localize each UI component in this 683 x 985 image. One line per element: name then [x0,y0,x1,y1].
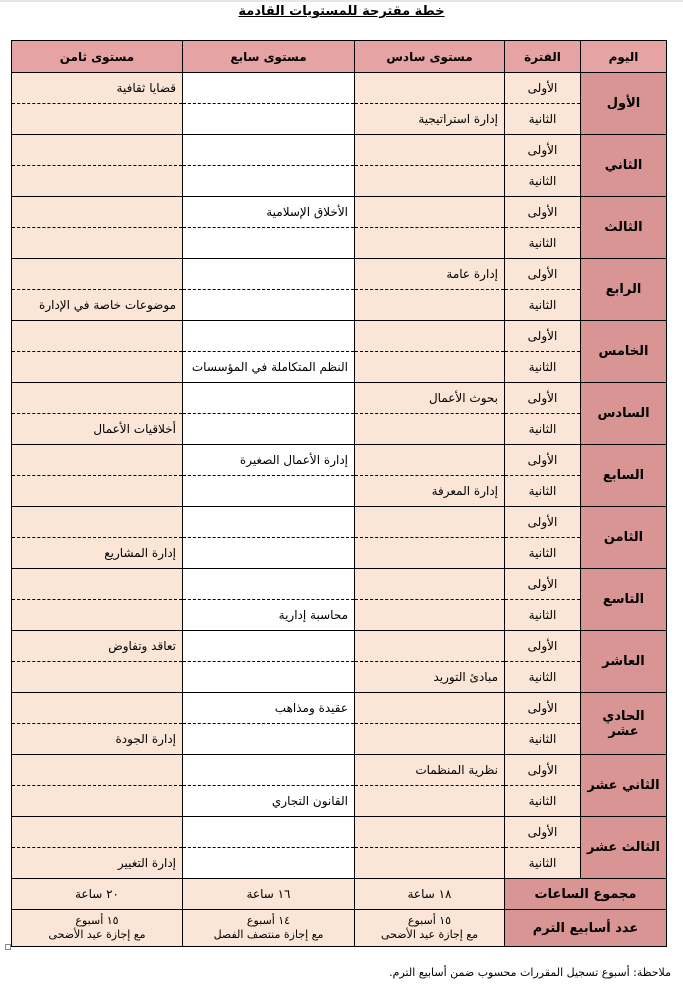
weeks-level-8 [12,910,183,947]
level-7-cell [183,321,355,352]
level-6-cell [355,445,505,476]
level-8-cell [12,228,183,259]
level-8-cell: إدارة التغيير [12,848,183,879]
level-7-cell [183,848,355,879]
table-row [12,290,667,321]
table-row [12,786,667,817]
level-7-cell: محاسبة إدارية [183,600,355,631]
period-cell: الأولى [505,259,581,290]
table-row [12,600,667,631]
level-6-cell [355,631,505,662]
level-8-cell [12,197,183,228]
table-row [12,259,667,290]
weeks-level-7-count: ١٤ أسبوع [246,914,291,927]
table-row [12,228,667,259]
schedule-body [12,73,667,879]
level-7-cell [183,538,355,569]
level-7-cell: القانون التجاري [183,786,355,817]
level-8-cell [12,817,183,848]
period-cell: الأولى [505,631,581,662]
level-7-cell [183,414,355,445]
level-7-cell [183,259,355,290]
level-6-cell [355,569,505,600]
weeks-level-7 [183,910,355,947]
level-6-cell [355,817,505,848]
period-cell: الأولى [505,321,581,352]
table-row [12,755,667,786]
level-7-cell [183,290,355,321]
day-label: العاشر [581,631,667,693]
day-label: السادس [581,383,667,445]
level-6-cell: إدارة عامة [355,259,505,290]
weeks-level-8-count: ١٥ أسبوع [75,914,119,927]
level-7-cell [183,383,355,414]
level-7-cell [183,228,355,259]
period-cell: الثانية [505,724,581,755]
level-7-cell [183,755,355,786]
top-rule [0,0,683,2]
level-8-cell [12,662,183,693]
level-8-cell: إدارة المشاريع [12,538,183,569]
level-8-cell: قضايا ثقافية [12,73,183,104]
table-row [12,724,667,755]
level-8-cell [12,383,183,414]
level-7-cell: عقيدة ومذاهب [183,693,355,724]
level-8-cell [12,507,183,538]
header-period: الفترة [505,41,581,73]
day-label: الثاني عشر [581,755,667,817]
day-label: الثاني [581,135,667,197]
totals-level-8: ٢٠ ساعة [12,879,183,910]
weeks-row [12,910,667,947]
level-7-cell [183,724,355,755]
level-7-cell [183,817,355,848]
table-row [12,383,667,414]
level-8-cell [12,786,183,817]
level-7-cell [183,135,355,166]
level-7-cell: إدارة الأعمال الصغيرة [183,445,355,476]
level-8-cell [12,569,183,600]
level-6-cell [355,290,505,321]
period-cell: الثانية [505,352,581,383]
period-cell: الأولى [505,73,581,104]
level-8-cell [12,135,183,166]
weeks-level-7-note: مع إجازة منتصف الفصل [213,928,324,941]
weeks-level-6-note: مع إجازة عيد الأضحى [380,928,479,941]
level-6-cell [355,321,505,352]
totals-level-6: ١٨ ساعة [355,879,505,910]
level-7-cell: النظم المتكاملة في المؤسسات [183,352,355,383]
day-label: الحادي عشر [581,693,667,755]
level-7-cell [183,104,355,135]
level-6-cell [355,166,505,197]
day-label: الرابع [581,259,667,321]
weeks-level-6 [355,910,505,947]
table-row [12,321,667,352]
level-6-cell [355,848,505,879]
table-row [12,538,667,569]
period-cell: الثانية [505,476,581,507]
weeks-level-8-note: مع إجازة عيد الأضحى [48,928,146,941]
header-level-7: مستوى سابع [183,41,355,73]
period-cell: الأولى [505,817,581,848]
period-cell: الثانية [505,848,581,879]
totals-level-7: ١٦ ساعة [183,879,355,910]
header-level-6: مستوى سادس [355,41,505,73]
level-8-cell [12,693,183,724]
table-row [12,569,667,600]
level-7-cell [183,631,355,662]
paragraph-mark [5,944,11,950]
table-row [12,631,667,662]
day-label: التاسع [581,569,667,631]
level-6-cell [355,135,505,166]
level-6-cell [355,414,505,445]
level-8-cell [12,476,183,507]
level-6-cell [355,538,505,569]
level-6-cell [355,693,505,724]
day-label: الثالث عشر [581,817,667,879]
level-7-cell [183,569,355,600]
level-7-cell [183,73,355,104]
level-8-cell [12,755,183,786]
level-8-cell [12,321,183,352]
level-6-cell [355,724,505,755]
level-6-cell: إدارة المعرفة [355,476,505,507]
level-6-cell [355,786,505,817]
day-label: الثامن [581,507,667,569]
table-row [12,848,667,879]
level-7-cell: الأخلاق الإسلامية [183,197,355,228]
table-row [12,166,667,197]
level-6-cell [355,507,505,538]
day-label: الأول [581,73,667,135]
level-8-cell: أخلاقيات الأعمال [12,414,183,445]
table-row [12,693,667,724]
period-cell: الأولى [505,755,581,786]
header-row [12,41,667,73]
table-row [12,662,667,693]
period-cell: الثانية [505,538,581,569]
period-cell: الأولى [505,383,581,414]
level-6-cell: بحوث الأعمال [355,383,505,414]
period-cell: الثانية [505,104,581,135]
day-label: السابع [581,445,667,507]
table-row [12,352,667,383]
day-label: الخامس [581,321,667,383]
level-6-cell [355,197,505,228]
period-cell: الأولى [505,445,581,476]
period-cell: الأولى [505,507,581,538]
level-6-cell [355,73,505,104]
period-cell: الأولى [505,569,581,600]
level-6-cell: نظرية المنظمات [355,755,505,786]
table-row [12,73,667,104]
table-row [12,817,667,848]
header-day: اليوم [581,41,667,73]
table-row [12,135,667,166]
level-7-cell [183,166,355,197]
level-6-cell: إدارة استراتيجية [355,104,505,135]
level-6-cell: مبادئ التوريد [355,662,505,693]
level-8-cell [12,259,183,290]
level-8-cell: تعاقد وتفاوض [12,631,183,662]
weeks-level-6-count: ١٥ أسبوع [407,914,452,927]
table-row [12,507,667,538]
table-row [12,476,667,507]
period-cell: الثانية [505,662,581,693]
level-7-cell [183,476,355,507]
schedule-table [11,40,667,947]
totals-label: مجموع الساعات [505,879,667,910]
level-8-cell [12,600,183,631]
period-cell: الثانية [505,414,581,445]
totals-row [12,879,667,910]
level-6-cell [355,600,505,631]
level-8-cell: إدارة الجودة [12,724,183,755]
page-title: خطة مقترحة للمستويات القادمة [238,4,445,19]
level-8-cell [12,166,183,197]
level-8-cell [12,104,183,135]
level-8-cell [12,445,183,476]
period-cell: الثانية [505,786,581,817]
period-cell: الأولى [505,197,581,228]
level-8-cell [12,352,183,383]
day-label: الثالث [581,197,667,259]
period-cell: الأولى [505,135,581,166]
level-6-cell [355,228,505,259]
period-cell: الثانية [505,290,581,321]
table-row [12,414,667,445]
header-level-8: مستوى ثامن [12,41,183,73]
table-row [12,197,667,228]
period-cell: الثانية [505,600,581,631]
period-cell: الثانية [505,166,581,197]
level-8-cell: موضوعات خاصة في الإدارة [12,290,183,321]
level-6-cell [355,352,505,383]
footnote: ملاحظة: أسبوع تسجيل المقررات محسوب ضمن أسابيع الترم. [389,966,671,979]
weeks-label: عدد أسابيع الترم [505,910,667,947]
period-cell: الثانية [505,228,581,259]
table-row [12,445,667,476]
level-7-cell [183,507,355,538]
table-row [12,104,667,135]
level-7-cell [183,662,355,693]
period-cell: الأولى [505,693,581,724]
